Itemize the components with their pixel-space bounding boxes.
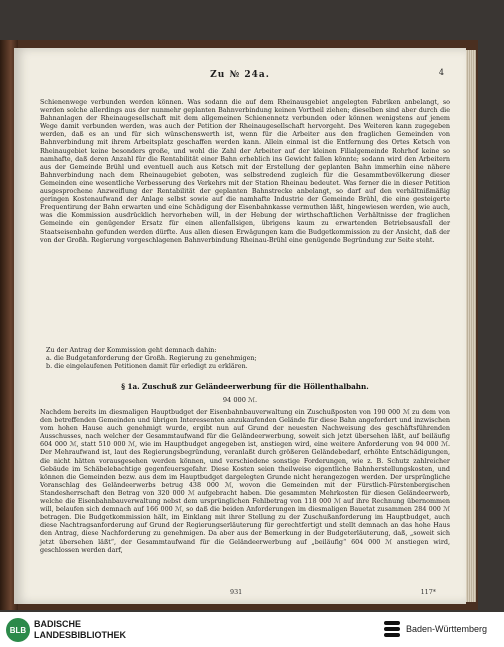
blb-name-line1: BADISCHE <box>34 619 82 629</box>
bw-name[interactable]: Baden-Württemberg <box>406 624 488 634</box>
bw-lions-emblem-icon <box>382 617 402 641</box>
decision-item-b: b. die eingelaufenen Petitionen damit für erledigt zu erklären. <box>46 362 248 371</box>
page-stack-edge <box>466 50 476 602</box>
decision-item-a: a. die Budgetanforderung der Großh. Regierung zu genehmigen; <box>46 354 257 363</box>
paragraph-1: Schienenwege verbunden werden können. Was sodann die auf dem Rheinausgebiet angelegten Fabriken anbelangt, so werden solche allerdings aus der nunmehr geplanten Bahnverbindung keinen Vortheil ziehen; dieselben sind aber durch die Bahnanlagen der Rheinaugesellschaft mit dem allgemeinen Schienennetz verbunden oder können wenigstens auf jenem Wege damit verbunden werden, was auch der Petition der Rheinaugesellschaft hervorgeht. Des Weiteren kann zugegeben werden, daß es an und für sich wünschenswerth ist, wenn für die Arbeiter aus den fraglichen Gemeinden von Bahnverbindung mit ihrem Arbeitsplatz geschaffen werden kann. Allein einmal ist die Entfernung des Ortes Ketsch von Rheinaugebiet keine besonders große, und wohl die Zahl der Arbeiter auf der kleinen Filialgemeinde Rohrhof keine so namhafte, daß deren Anzahl für die Rentabilität einer Bahn erheblich ins Gewicht fallen könnte; sodann wird den Arbeitern aus der Gemeinde Brühl und eventuell auch aus Ketsch mit der Erstellung der geplanten Bahn immerhin eine nähere Bahnverbindung nach dem Rheinaugebiet geboten, was selbstredend zugleich für die Gesammtbevölkerung dieser Gemeinden eine wesentliche Verbesserung des Verkehrs mit der Station Rheinau bedeutet. Was ferner die in dieser Petition ausgesprochene Anzweiflung der Rentabilität der geplanten Bahnstrecke anbelangt, so darf auf den verhältnißmäßig geringen Kostenaufwand der Anlage selbst sowie auf die namhafte Industrie der Gemeinde Brühl, die eine gesteigerte Frequentirung der Bahn erwarten und eine Schädigung der Eisenbahnkasse vermuthen läßt, hingewiesen werden, wie auch, was die Kommission ausdrücklich hervorheben will, in der Hebung der wirthschaftlichen Verhältnisse der fraglichen Gemeinde ein genügender Ersatz für einen allenfallsigen, übrigens kaum zu erwartenden Betriebsausfall der Staatseisenbahn gefunden werden dürfte. Aus allen diesen Erwägungen kam die Budgetkommission zu der Ansicht, daß der von der Großh. Regierung vorgeschlagenen Bahnverbindung Rheinau-Brühl eine genügende Begründung zur Seite steht. <box>40 98 450 244</box>
page-header-title: Zu № 24a. <box>210 70 270 80</box>
document-page <box>14 48 466 604</box>
blb-name-line2: LANDESBIBLIOTHEK <box>34 630 126 640</box>
page-number-top: 4 <box>438 68 444 77</box>
decision-intro: Zu der Antrag der Kommission geht demnach dahin: <box>46 346 217 354</box>
decision-block <box>46 346 450 370</box>
book-scan <box>0 40 478 610</box>
blb-logo-icon[interactable]: BLB <box>6 618 30 642</box>
footer-sheet-number: 117* <box>420 588 436 596</box>
institution-footer-bar <box>0 612 504 647</box>
footer-page-number: 931 <box>230 588 243 596</box>
section-heading: § 1a. Zuschuß zur Geländeerwerbung für die Höllenthalbahn. <box>121 382 369 391</box>
section-amount: 94 000 ℳ. <box>222 396 258 404</box>
paragraph-2: Nachdem bereits im diesmaligen Hauptbudget der Eisenbahnbauverwaltung ein Zuschußposten von 190 000 ℳ zu dem von den betreffenden Gemeinden und übrigen Interessenten anzukaufenden Gelände für diese Bahn angefordert und inzwischen vom hohen Hause auch genehmigt wurde, ergibt nun auf Grund der neuesten Nachweisung des geschäftsführenden Ausschusses, nach welcher der Gesammtaufwand für die Geländeerwerbung, soweit sich jetzt übersehen läßt, auf beiläufig 604 000 ℳ, statt 510 000 ℳ, wie im Hauptbudget angegeben ist, anstiegen wird, eine weitere Anforderung von 94 000 ℳ. Der Mehraufwand ist, laut des Regierungsbegründung, veranlaßt durch größeren Geländebedarf, erhöhte Entschädigungen, die nicht hätten vorausgesehen werden können, und verschiedene sonstige Forderungen, wie z. B. Schutz zahlreicher Gebäude im Schäbelebachtige gegenfeuersgefahr. Diese Kosten seien theilweise eigentliche Bahnherstellungskosten, und können die Gemeinden bezw. aus dem im Hauptbudget dargelegten Grunde nicht herangezogen werden. Der ursprüngliche Voranschlag des Geländeerwerbs betrug 438 000 ℳ, wovon die Gemeinden mit der Fürstlich-Fürstenbergischen Standesherrschaft den Betrag von 320 000 ℳ aufgebracht haben. Die gesammten Mehrkosten für diesen Geländeerwerb, welche die Eisenbahnbauverwaltung nebst dem ursprünglichen Fehlbetrag von 118 000 ℳ auf ihre Rechnung übernommen will, belaufen sich demnach auf 166 000 ℳ, so daß die beiden Anforderungen im diesmaligen Bauetat zusammen 284 000 ℳ betragen. Die Budgetkommission hält, im Einklang mit ihrer Stellung zu der Zuschußanforderung im Hauptbudget, auch diese Nachtragsanforderung auf Grund der Regierungserläuterung für gerechtfertigt und stellt demnach an das hohe Haus den Antrag, diese Nachforderung zu genehmigen. Da aber aus der Bemerkung in der Budgeterläuterung, daß, „soweit sich jetzt übersehen läßt“, der Gesammtaufwand für die Geländeerwerbung auf „beiläufig“ 604 000 ℳ anstiegen wird, geschlossen werden darf, <box>40 408 450 554</box>
blb-name[interactable] <box>34 619 126 641</box>
